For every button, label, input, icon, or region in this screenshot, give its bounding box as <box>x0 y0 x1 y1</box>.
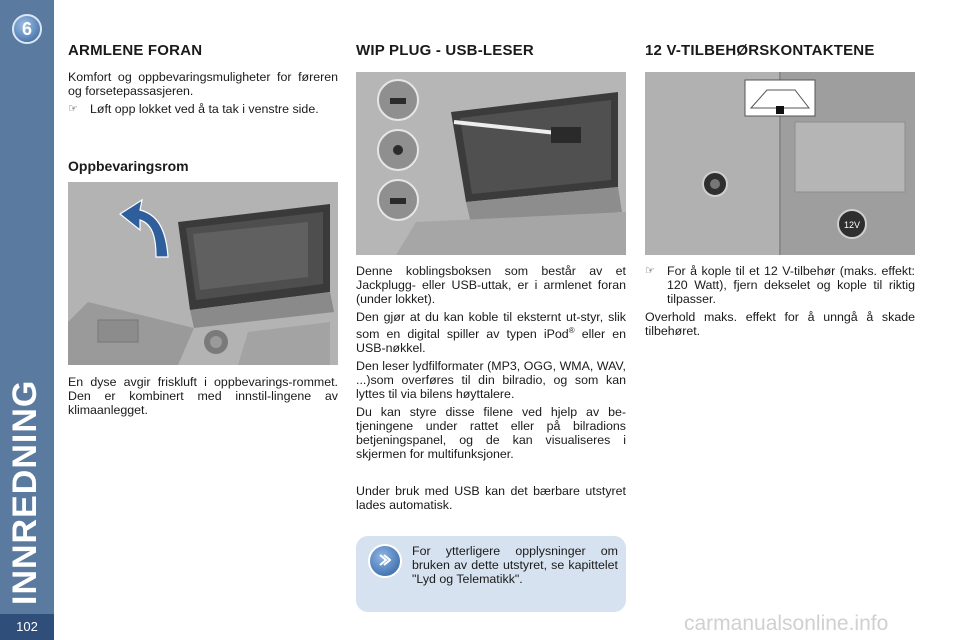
usb-p2-start: Den gjør at du kan koble til eksternt ut-styr, slik som en digital spiller av typen iPod <box>356 310 626 342</box>
usb-p5: Under bruk med USB kan det bærbare utstyret lades automatisk. <box>356 484 626 512</box>
usb-text <box>356 264 626 465</box>
usb-box-image <box>356 72 626 255</box>
armrest-bullet-text: Løft opp lokket ved å ta tak i venstre side. <box>90 102 319 116</box>
storage-body: En dyse avgir friskluft i oppbevarings-rommet. Den er kombinert med innstil-lingene av klimaanlegget. <box>68 375 338 417</box>
info-text: For ytterligere opplysninger om bruken av dette utstyret, se kapittelet "Lyd og Telematikk". <box>412 544 618 586</box>
socket-image <box>645 72 915 255</box>
usb-p1: Denne koblingsboksen som består av et Jackplugg- eller USB-uttak, er i armlenet foran (under lokket). <box>356 264 626 306</box>
info-box <box>356 536 626 612</box>
usb-p2-end: eller en USB-nøkkel. <box>356 327 626 356</box>
socket-body: Overhold maks. effekt for å unngå å skade tilbehøret. <box>645 310 915 338</box>
chapter-title: INNREDNING <box>6 379 44 605</box>
socket-label: 12V <box>843 220 861 230</box>
registered-mark: ® <box>568 326 575 335</box>
armrest-text <box>68 70 338 116</box>
bullet-hand-icon: ☞ <box>68 103 78 115</box>
usb-p4: Du kan styre disse filene ved hjelp av be-tjeningene under rattet eller på bilradions betjeningspanel, og de kan visualiseres i skjermen for multifunksjoner. <box>356 405 626 462</box>
socket-bullet-text: For å kople til et 12 V-tilbehør (maks. effekt: 120 Watt), fjern dekselet og kople til riktig tilpasser. <box>667 264 915 306</box>
socket-heading: 12 V-TILBEHØRSKONTAKTENE <box>645 42 875 59</box>
socket-text <box>645 264 915 342</box>
bullet-hand-icon: ☞ <box>645 265 655 277</box>
socket-bullet <box>645 264 915 306</box>
info-arrow-icon <box>368 544 402 578</box>
storage-subheading: Oppbevaringsrom <box>68 158 189 174</box>
usb-p2 <box>356 310 626 355</box>
armrest-heading: ARMLENE FORAN <box>68 42 203 59</box>
page-number: 102 <box>0 614 54 640</box>
watermark: carmanualsonline.info <box>684 612 889 635</box>
chapter-sidebar <box>0 0 54 640</box>
armrest-bullet <box>68 102 338 116</box>
chapter-badge-icon: 6 <box>12 14 42 44</box>
armrest-intro: Komfort og oppbevaringsmuligheter for føreren og forsetepassasjeren. <box>68 70 338 98</box>
storage-compartment-image <box>68 182 338 365</box>
usb-p3: Den leser lydfilformater (MP3, OGG, WMA, WAV, ...)som overføres til din bilradio, og som kan lyttes til via bilens høyttalere. <box>356 359 626 402</box>
usb-heading: WIP PLUG - USB-LESER <box>356 42 534 59</box>
